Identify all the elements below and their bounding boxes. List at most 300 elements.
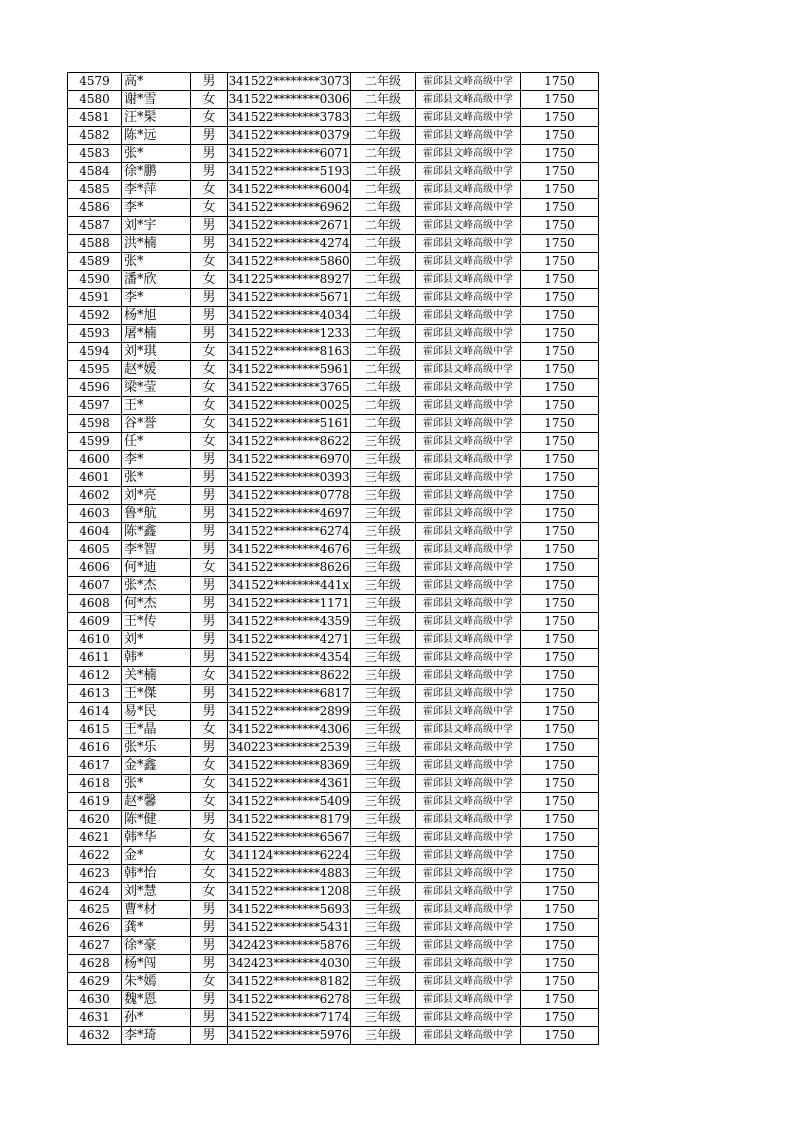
school-cell: 霍邱县文峰高级中学	[416, 451, 521, 469]
row-number-cell: 4603	[68, 505, 122, 523]
school-cell: 霍邱县文峰高级中学	[416, 919, 521, 937]
id-number-cell: 341522********4883	[228, 865, 351, 883]
name-cell: 谢*雪	[122, 91, 191, 109]
school-cell: 霍邱县文峰高级中学	[416, 775, 521, 793]
row-number-cell: 4582	[68, 127, 122, 145]
grade-cell: 二年级	[351, 289, 416, 307]
id-number-cell: 341522********6817	[228, 685, 351, 703]
school-cell: 霍邱县文峰高级中学	[416, 73, 521, 91]
name-cell: 张*乐	[122, 739, 191, 757]
amount-cell: 1750	[521, 577, 599, 595]
amount-cell: 1750	[521, 469, 599, 487]
id-number-cell: 341522********5161	[228, 415, 351, 433]
name-cell: 李*琦	[122, 1027, 191, 1045]
amount-cell: 1750	[521, 91, 599, 109]
school-cell: 霍邱县文峰高级中学	[416, 793, 521, 811]
table-row	[68, 505, 599, 523]
row-number-cell: 4599	[68, 433, 122, 451]
name-cell: 张*	[122, 253, 191, 271]
grade-cell: 三年级	[351, 919, 416, 937]
row-number-cell: 4622	[68, 847, 122, 865]
id-number-cell: 341522********8182	[228, 973, 351, 991]
table-row	[68, 757, 599, 775]
name-cell: 韩*怡	[122, 865, 191, 883]
table-row	[68, 343, 599, 361]
grade-cell: 二年级	[351, 181, 416, 199]
table-row	[68, 487, 599, 505]
name-cell: 杨*闯	[122, 955, 191, 973]
gender-cell: 男	[191, 649, 228, 667]
school-cell: 霍邱县文峰高级中学	[416, 991, 521, 1009]
id-number-cell: 341522********8179	[228, 811, 351, 829]
amount-cell: 1750	[521, 613, 599, 631]
table-row	[68, 775, 599, 793]
name-cell: 刘*琪	[122, 343, 191, 361]
name-cell: 张*	[122, 145, 191, 163]
gender-cell: 男	[191, 505, 228, 523]
name-cell: 王*	[122, 397, 191, 415]
school-cell: 霍邱县文峰高级中学	[416, 829, 521, 847]
grade-cell: 三年级	[351, 1027, 416, 1045]
gender-cell: 男	[191, 901, 228, 919]
gender-cell: 女	[191, 559, 228, 577]
id-number-cell: 341522********4354	[228, 649, 351, 667]
row-number-cell: 4623	[68, 865, 122, 883]
row-number-cell: 4593	[68, 325, 122, 343]
gender-cell: 男	[191, 163, 228, 181]
gender-cell: 女	[191, 271, 228, 289]
table-row	[68, 397, 599, 415]
id-number-cell: 341522********4271	[228, 631, 351, 649]
amount-cell: 1750	[521, 109, 599, 127]
grade-cell: 二年级	[351, 307, 416, 325]
id-number-cell: 341522********6274	[228, 523, 351, 541]
amount-cell: 1750	[521, 1027, 599, 1045]
gender-cell: 男	[191, 73, 228, 91]
row-number-cell: 4583	[68, 145, 122, 163]
school-cell: 霍邱县文峰高级中学	[416, 739, 521, 757]
amount-cell: 1750	[521, 487, 599, 505]
school-cell: 霍邱县文峰高级中学	[416, 1009, 521, 1027]
school-cell: 霍邱县文峰高级中学	[416, 271, 521, 289]
grade-cell: 三年级	[351, 577, 416, 595]
school-cell: 霍邱县文峰高级中学	[416, 253, 521, 271]
grade-cell: 三年级	[351, 631, 416, 649]
name-cell: 汪*髤	[122, 109, 191, 127]
school-cell: 霍邱县文峰高级中学	[416, 937, 521, 955]
amount-cell: 1750	[521, 199, 599, 217]
table-row	[68, 523, 599, 541]
amount-cell: 1750	[521, 145, 599, 163]
gender-cell: 女	[191, 343, 228, 361]
name-cell: 陈*远	[122, 127, 191, 145]
school-cell: 霍邱县文峰高级中学	[416, 343, 521, 361]
id-number-cell: 341522********6004	[228, 181, 351, 199]
row-number-cell: 4609	[68, 613, 122, 631]
gender-cell: 女	[191, 397, 228, 415]
school-cell: 霍邱县文峰高级中学	[416, 235, 521, 253]
grade-cell: 二年级	[351, 73, 416, 91]
school-cell: 霍邱县文峰高级中学	[416, 505, 521, 523]
table-row	[68, 217, 599, 235]
table-row	[68, 451, 599, 469]
grade-cell: 二年级	[351, 415, 416, 433]
table-row	[68, 307, 599, 325]
id-number-cell: 341522********6071	[228, 145, 351, 163]
row-number-cell: 4601	[68, 469, 122, 487]
id-number-cell: 341522********4359	[228, 613, 351, 631]
name-cell: 李*智	[122, 541, 191, 559]
table-row	[68, 361, 599, 379]
gender-cell: 女	[191, 865, 228, 883]
school-cell: 霍邱县文峰高级中学	[416, 109, 521, 127]
gender-cell: 男	[191, 451, 228, 469]
name-cell: 张*	[122, 775, 191, 793]
school-cell: 霍邱县文峰高级中学	[416, 397, 521, 415]
id-number-cell: 341522********441x	[228, 577, 351, 595]
id-number-cell: 342423********5876	[228, 937, 351, 955]
gender-cell: 女	[191, 379, 228, 397]
name-cell: 孙*	[122, 1009, 191, 1027]
gender-cell: 男	[191, 631, 228, 649]
school-cell: 霍邱县文峰高级中学	[416, 559, 521, 577]
school-cell: 霍邱县文峰高级中学	[416, 703, 521, 721]
amount-cell: 1750	[521, 775, 599, 793]
gender-cell: 男	[191, 1009, 228, 1027]
school-cell: 霍邱县文峰高级中学	[416, 217, 521, 235]
grade-cell: 三年级	[351, 433, 416, 451]
gender-cell: 女	[191, 181, 228, 199]
gender-cell: 女	[191, 253, 228, 271]
row-number-cell: 4587	[68, 217, 122, 235]
id-number-cell: 341522********5976	[228, 1027, 351, 1045]
id-number-cell: 341522********8626	[228, 559, 351, 577]
gender-cell: 男	[191, 955, 228, 973]
id-number-cell: 341522********1233	[228, 325, 351, 343]
id-number-cell: 341522********6567	[228, 829, 351, 847]
school-cell: 霍邱县文峰高级中学	[416, 973, 521, 991]
grade-cell: 三年级	[351, 559, 416, 577]
amount-cell: 1750	[521, 757, 599, 775]
amount-cell: 1750	[521, 181, 599, 199]
school-cell: 霍邱县文峰高级中学	[416, 523, 521, 541]
gender-cell: 男	[191, 685, 228, 703]
name-cell: 赵*馨	[122, 793, 191, 811]
amount-cell: 1750	[521, 253, 599, 271]
table-row	[68, 631, 599, 649]
amount-cell: 1750	[521, 973, 599, 991]
school-cell: 霍邱县文峰高级中学	[416, 667, 521, 685]
row-number-cell: 4608	[68, 595, 122, 613]
row-number-cell: 4627	[68, 937, 122, 955]
gender-cell: 女	[191, 829, 228, 847]
table-row	[68, 811, 599, 829]
table-row	[68, 253, 599, 271]
grade-cell: 三年级	[351, 757, 416, 775]
table-row	[68, 109, 599, 127]
id-number-cell: 341522********0379	[228, 127, 351, 145]
school-cell: 霍邱县文峰高级中学	[416, 901, 521, 919]
name-cell: 龚*	[122, 919, 191, 937]
row-number-cell: 4610	[68, 631, 122, 649]
grade-cell: 二年级	[351, 253, 416, 271]
id-number-cell: 341522********8622	[228, 433, 351, 451]
table-row	[68, 973, 599, 991]
id-number-cell: 341522********3783	[228, 109, 351, 127]
row-number-cell: 4589	[68, 253, 122, 271]
row-number-cell: 4631	[68, 1009, 122, 1027]
name-cell: 陈*健	[122, 811, 191, 829]
gender-cell: 女	[191, 667, 228, 685]
table-row	[68, 685, 599, 703]
table-row	[68, 379, 599, 397]
amount-cell: 1750	[521, 685, 599, 703]
name-cell: 赵*媛	[122, 361, 191, 379]
id-number-cell: 341124********6224	[228, 847, 351, 865]
id-number-cell: 341522********8163	[228, 343, 351, 361]
id-number-cell: 341522********4306	[228, 721, 351, 739]
row-number-cell: 4592	[68, 307, 122, 325]
grade-cell: 三年级	[351, 955, 416, 973]
grade-cell: 二年级	[351, 109, 416, 127]
name-cell: 洪*楠	[122, 235, 191, 253]
name-cell: 曹*材	[122, 901, 191, 919]
id-number-cell: 341522********5860	[228, 253, 351, 271]
id-number-cell: 341522********0025	[228, 397, 351, 415]
grade-cell: 三年级	[351, 685, 416, 703]
table-row	[68, 91, 599, 109]
gender-cell: 女	[191, 757, 228, 775]
amount-cell: 1750	[521, 325, 599, 343]
gender-cell: 男	[191, 739, 228, 757]
row-number-cell: 4581	[68, 109, 122, 127]
table-row	[68, 559, 599, 577]
name-cell: 刘*慧	[122, 883, 191, 901]
grade-cell: 三年级	[351, 937, 416, 955]
gender-cell: 男	[191, 235, 228, 253]
amount-cell: 1750	[521, 829, 599, 847]
row-number-cell: 4616	[68, 739, 122, 757]
amount-cell: 1750	[521, 865, 599, 883]
name-cell: 杨*旭	[122, 307, 191, 325]
gender-cell: 男	[191, 217, 228, 235]
gender-cell: 男	[191, 919, 228, 937]
id-number-cell: 341522********5671	[228, 289, 351, 307]
name-cell: 任*	[122, 433, 191, 451]
school-cell: 霍邱县文峰高级中学	[416, 415, 521, 433]
name-cell: 李*	[122, 289, 191, 307]
grade-cell: 二年级	[351, 343, 416, 361]
name-cell: 鲁*航	[122, 505, 191, 523]
gender-cell: 女	[191, 91, 228, 109]
grade-cell: 三年级	[351, 901, 416, 919]
table-row	[68, 721, 599, 739]
amount-cell: 1750	[521, 901, 599, 919]
amount-cell: 1750	[521, 379, 599, 397]
id-number-cell: 341522********5961	[228, 361, 351, 379]
gender-cell: 男	[191, 577, 228, 595]
row-number-cell: 4580	[68, 91, 122, 109]
id-number-cell: 341522********5193	[228, 163, 351, 181]
name-cell: 关*楠	[122, 667, 191, 685]
amount-cell: 1750	[521, 559, 599, 577]
id-number-cell: 341522********0778	[228, 487, 351, 505]
amount-cell: 1750	[521, 847, 599, 865]
amount-cell: 1750	[521, 397, 599, 415]
id-number-cell: 341522********1208	[228, 883, 351, 901]
gender-cell: 女	[191, 973, 228, 991]
gender-cell: 男	[191, 595, 228, 613]
grade-cell: 三年级	[351, 469, 416, 487]
amount-cell: 1750	[521, 361, 599, 379]
name-cell: 李*	[122, 451, 191, 469]
grade-cell: 三年级	[351, 847, 416, 865]
gender-cell: 女	[191, 199, 228, 217]
row-number-cell: 4597	[68, 397, 122, 415]
table-row	[68, 289, 599, 307]
name-cell: 李*	[122, 199, 191, 217]
row-number-cell: 4614	[68, 703, 122, 721]
table-row	[68, 595, 599, 613]
name-cell: 魏*恩	[122, 991, 191, 1009]
id-number-cell: 341522********4274	[228, 235, 351, 253]
school-cell: 霍邱县文峰高级中学	[416, 955, 521, 973]
name-cell: 徐*鹏	[122, 163, 191, 181]
table-row	[68, 919, 599, 937]
row-number-cell: 4584	[68, 163, 122, 181]
id-number-cell: 341522********1171	[228, 595, 351, 613]
name-cell: 韩*华	[122, 829, 191, 847]
row-number-cell: 4585	[68, 181, 122, 199]
name-cell: 谷*誉	[122, 415, 191, 433]
amount-cell: 1750	[521, 451, 599, 469]
school-cell: 霍邱县文峰高级中学	[416, 541, 521, 559]
id-number-cell: 341522********5409	[228, 793, 351, 811]
amount-cell: 1750	[521, 343, 599, 361]
gender-cell: 男	[191, 937, 228, 955]
gender-cell: 男	[191, 1027, 228, 1045]
amount-cell: 1750	[521, 595, 599, 613]
grade-cell: 三年级	[351, 523, 416, 541]
grade-cell: 二年级	[351, 271, 416, 289]
table-row	[68, 127, 599, 145]
amount-cell: 1750	[521, 163, 599, 181]
row-number-cell: 4586	[68, 199, 122, 217]
gender-cell: 女	[191, 775, 228, 793]
table-row	[68, 937, 599, 955]
table-row	[68, 235, 599, 253]
name-cell: 梁*莹	[122, 379, 191, 397]
row-number-cell: 4591	[68, 289, 122, 307]
grade-cell: 二年级	[351, 325, 416, 343]
school-cell: 霍邱县文峰高级中学	[416, 595, 521, 613]
name-cell: 刘*亮	[122, 487, 191, 505]
row-number-cell: 4588	[68, 235, 122, 253]
table-body	[68, 73, 599, 1045]
school-cell: 霍邱县文峰高级中学	[416, 325, 521, 343]
amount-cell: 1750	[521, 217, 599, 235]
id-number-cell: 341522********6278	[228, 991, 351, 1009]
row-number-cell: 4579	[68, 73, 122, 91]
name-cell: 何*杰	[122, 595, 191, 613]
id-number-cell: 342423********4030	[228, 955, 351, 973]
table-row	[68, 415, 599, 433]
school-cell: 霍邱县文峰高级中学	[416, 631, 521, 649]
name-cell: 张*杰	[122, 577, 191, 595]
amount-cell: 1750	[521, 271, 599, 289]
name-cell: 高*	[122, 73, 191, 91]
amount-cell: 1750	[521, 919, 599, 937]
grade-cell: 二年级	[351, 235, 416, 253]
school-cell: 霍邱县文峰高级中学	[416, 181, 521, 199]
gender-cell: 女	[191, 415, 228, 433]
gender-cell: 女	[191, 433, 228, 451]
school-cell: 霍邱县文峰高级中学	[416, 361, 521, 379]
school-cell: 霍邱县文峰高级中学	[416, 685, 521, 703]
student-table	[67, 72, 599, 1045]
table-row	[68, 793, 599, 811]
table-row	[68, 649, 599, 667]
row-number-cell: 4607	[68, 577, 122, 595]
id-number-cell: 341522********4034	[228, 307, 351, 325]
table-row	[68, 145, 599, 163]
grade-cell: 三年级	[351, 595, 416, 613]
name-cell: 何*迪	[122, 559, 191, 577]
grade-cell: 三年级	[351, 973, 416, 991]
amount-cell: 1750	[521, 721, 599, 739]
name-cell: 刘*	[122, 631, 191, 649]
table-row	[68, 667, 599, 685]
school-cell: 霍邱县文峰高级中学	[416, 721, 521, 739]
table-row	[68, 433, 599, 451]
id-number-cell: 341522********7174	[228, 1009, 351, 1027]
gender-cell: 女	[191, 793, 228, 811]
amount-cell: 1750	[521, 649, 599, 667]
grade-cell: 三年级	[351, 667, 416, 685]
gender-cell: 男	[191, 145, 228, 163]
table-row	[68, 271, 599, 289]
name-cell: 王*晶	[122, 721, 191, 739]
name-cell: 朱*嫣	[122, 973, 191, 991]
gender-cell: 男	[191, 325, 228, 343]
row-number-cell: 4624	[68, 883, 122, 901]
grade-cell: 二年级	[351, 199, 416, 217]
amount-cell: 1750	[521, 73, 599, 91]
row-number-cell: 4615	[68, 721, 122, 739]
id-number-cell: 341522********6962	[228, 199, 351, 217]
table-row	[68, 325, 599, 343]
amount-cell: 1750	[521, 811, 599, 829]
id-number-cell: 341522********8622	[228, 667, 351, 685]
table-row	[68, 577, 599, 595]
gender-cell: 男	[191, 541, 228, 559]
row-number-cell: 4594	[68, 343, 122, 361]
grade-cell: 三年级	[351, 703, 416, 721]
row-number-cell: 4602	[68, 487, 122, 505]
name-cell: 王*传	[122, 613, 191, 631]
grade-cell: 三年级	[351, 487, 416, 505]
grade-cell: 三年级	[351, 505, 416, 523]
gender-cell: 男	[191, 811, 228, 829]
amount-cell: 1750	[521, 289, 599, 307]
id-number-cell: 341522********3765	[228, 379, 351, 397]
gender-cell: 男	[191, 469, 228, 487]
school-cell: 霍邱县文峰高级中学	[416, 127, 521, 145]
amount-cell: 1750	[521, 235, 599, 253]
grade-cell: 三年级	[351, 793, 416, 811]
table-row	[68, 1027, 599, 1045]
name-cell: 易*民	[122, 703, 191, 721]
